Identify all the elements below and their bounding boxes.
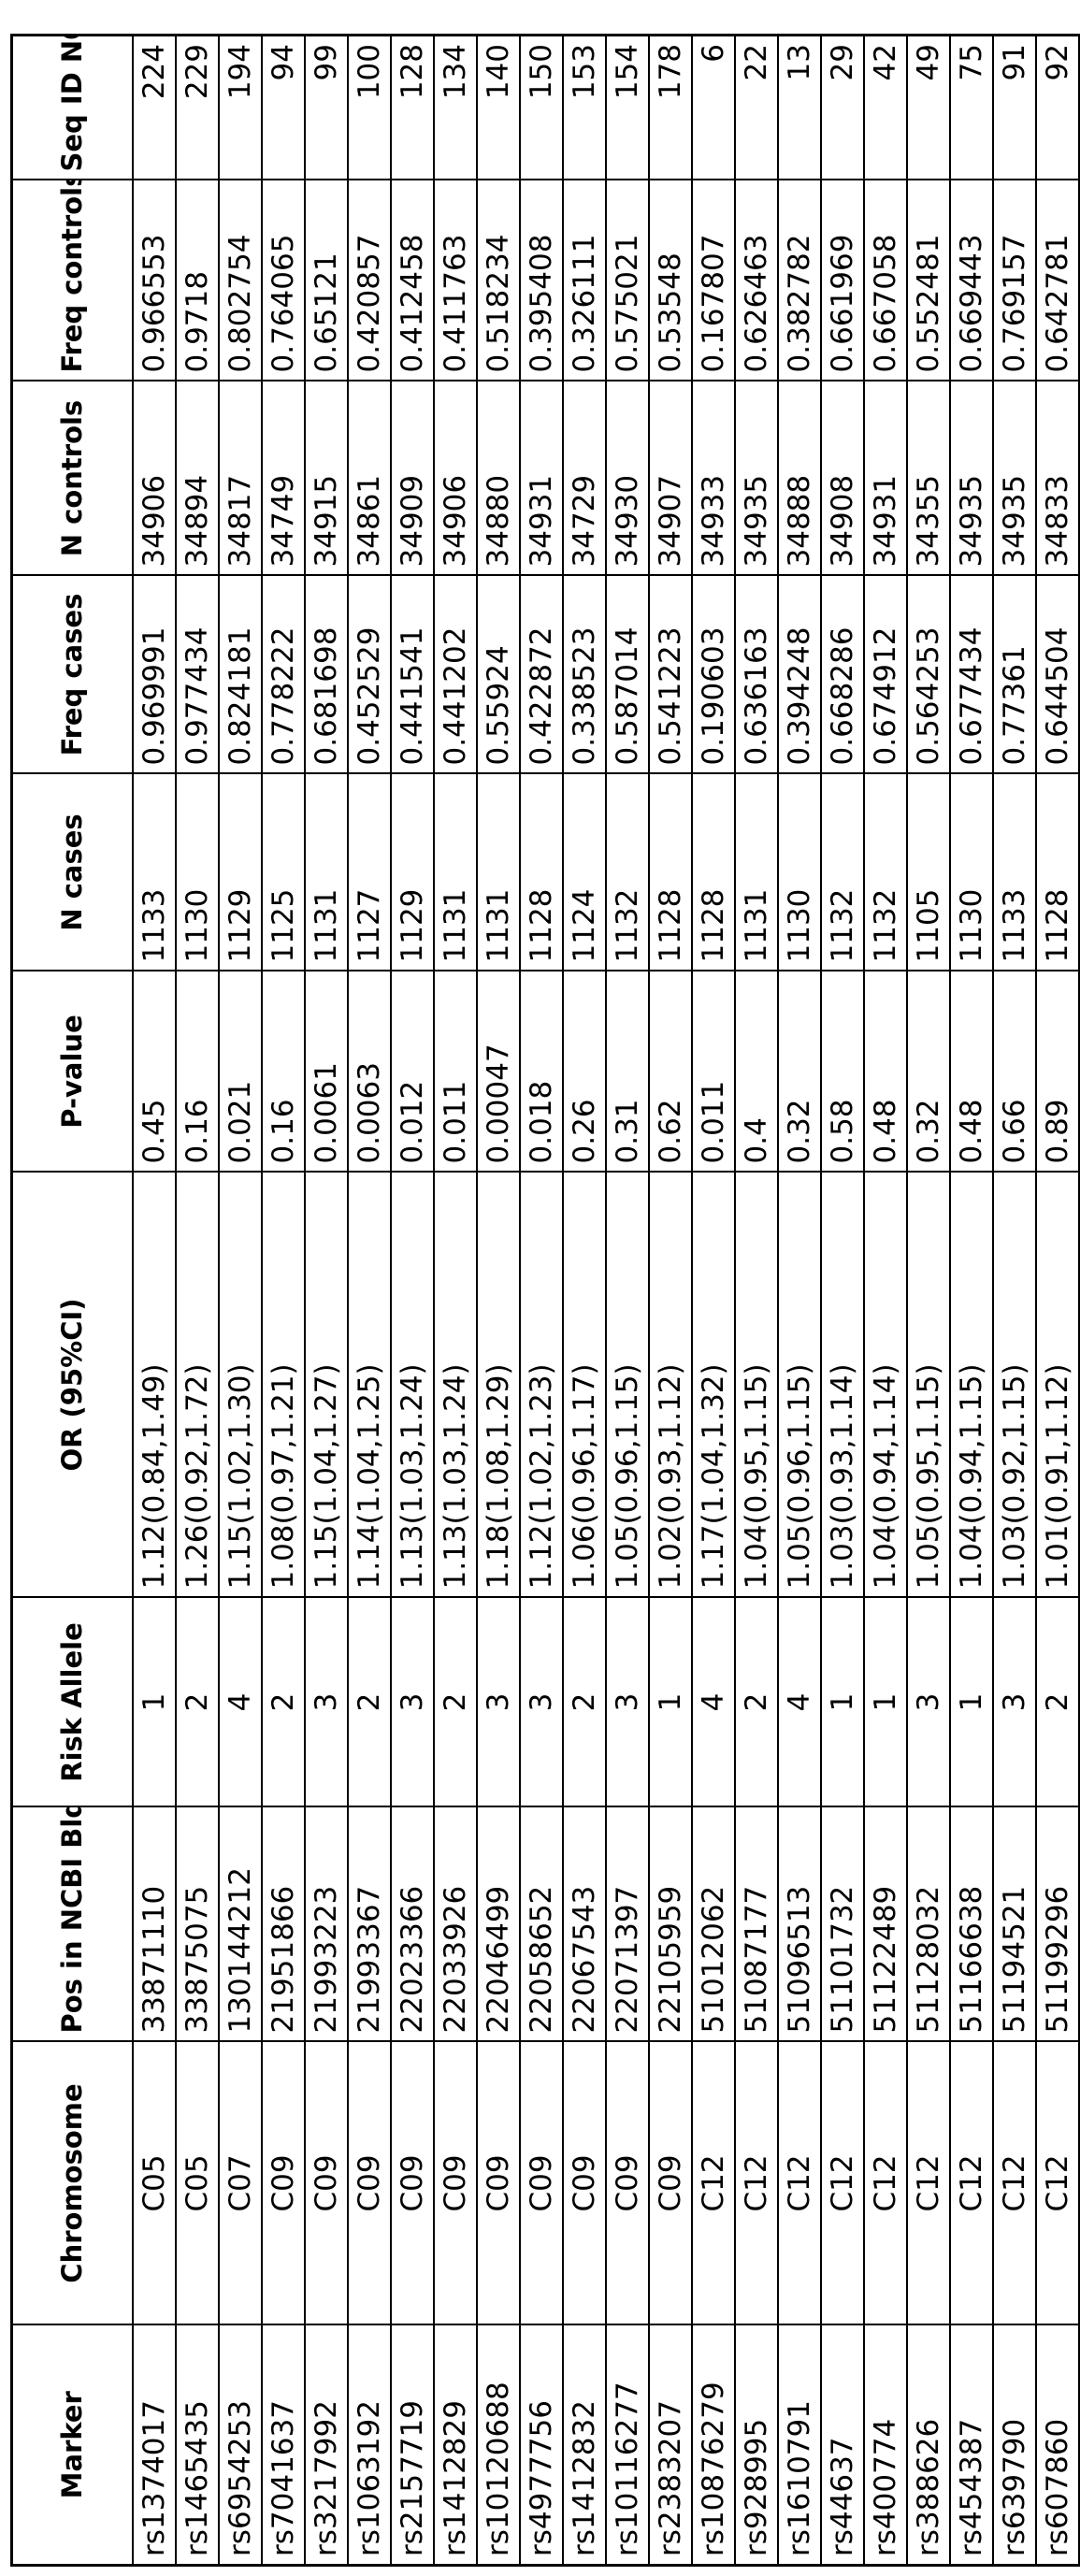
cell-seq-id: 194 bbox=[219, 36, 262, 180]
cell-n-controls: 34931 bbox=[864, 381, 907, 576]
cell-chromosome: C12 bbox=[1036, 2042, 1080, 2325]
cell-marker: rs3217992 bbox=[305, 2325, 348, 2566]
cell-marker: rs454387 bbox=[950, 2325, 993, 2566]
cell-chromosome: C12 bbox=[907, 2042, 950, 2325]
cell-n-cases: 1130 bbox=[778, 774, 821, 971]
table-row bbox=[133, 36, 176, 2566]
cell-seq-id: 178 bbox=[649, 36, 692, 180]
cell-freq-controls: 0.661969 bbox=[821, 180, 864, 381]
cell-position: 51122489 bbox=[864, 1807, 907, 2042]
cell-freq-cases: 0.190603 bbox=[692, 576, 735, 774]
cell-freq-cases: 0.636163 bbox=[735, 576, 778, 774]
cell-odds-ratio: 1.26(0.92,1.72) bbox=[176, 1173, 219, 1598]
cell-chromosome: C12 bbox=[864, 2042, 907, 2325]
cell-position: 22033926 bbox=[434, 1807, 477, 2042]
cell-chromosome: C07 bbox=[219, 2042, 262, 2325]
cell-freq-cases: 0.441541 bbox=[391, 576, 434, 774]
rotated-table-wrapper bbox=[10, 36, 1071, 2567]
cell-freq-cases: 0.422872 bbox=[520, 576, 563, 774]
cell-seq-id: 92 bbox=[1036, 36, 1080, 180]
cell-risk-allele: 1 bbox=[649, 1598, 692, 1807]
cell-p-value: 0.32 bbox=[907, 971, 950, 1173]
column-header-freq-controls: Freq controls bbox=[12, 180, 134, 381]
table-row bbox=[563, 36, 606, 2566]
cell-n-controls: 34930 bbox=[606, 381, 649, 576]
cell-p-value: 0.58 bbox=[821, 971, 864, 1173]
cell-n-controls: 34935 bbox=[950, 381, 993, 576]
cell-odds-ratio: 1.05(0.95,1.15) bbox=[907, 1173, 950, 1598]
cell-p-value: 0.0061 bbox=[305, 971, 348, 1173]
cell-n-cases: 1129 bbox=[219, 774, 262, 971]
cell-risk-allele: 4 bbox=[778, 1598, 821, 1807]
cell-n-controls: 34907 bbox=[649, 381, 692, 576]
cell-n-controls: 34888 bbox=[778, 381, 821, 576]
cell-seq-id: 229 bbox=[176, 36, 219, 180]
cell-chromosome: C12 bbox=[993, 2042, 1036, 2325]
cell-odds-ratio: 1.05(0.96,1.15) bbox=[606, 1173, 649, 1598]
cell-odds-ratio: 1.03(0.93,1.14) bbox=[821, 1173, 864, 1598]
cell-chromosome: C09 bbox=[262, 2042, 305, 2325]
cell-risk-allele: 3 bbox=[993, 1598, 1036, 1807]
cell-freq-cases: 0.394248 bbox=[778, 576, 821, 774]
cell-freq-controls: 0.669443 bbox=[950, 180, 993, 381]
cell-position: 130144212 bbox=[219, 1807, 262, 2042]
cell-seq-id: 100 bbox=[348, 36, 391, 180]
table-row bbox=[434, 36, 477, 2566]
cell-marker: rs1610791 bbox=[778, 2325, 821, 2566]
cell-freq-controls: 0.667058 bbox=[864, 180, 907, 381]
cell-position: 51101732 bbox=[821, 1807, 864, 2042]
cell-marker: rs10120688 bbox=[477, 2325, 520, 2566]
cell-p-value: 0.62 bbox=[649, 971, 692, 1173]
table-row bbox=[1036, 36, 1080, 2566]
cell-position: 22067543 bbox=[563, 1807, 606, 2042]
cell-n-cases: 1132 bbox=[821, 774, 864, 971]
cell-freq-cases: 0.674912 bbox=[864, 576, 907, 774]
cell-freq-controls: 0.552481 bbox=[907, 180, 950, 381]
column-header-odds-ratio: OR (95%CI) bbox=[12, 1173, 134, 1598]
cell-marker: rs4977756 bbox=[520, 2325, 563, 2566]
table-row bbox=[305, 36, 348, 2566]
cell-freq-controls: 0.167807 bbox=[692, 180, 735, 381]
cell-freq-cases: 0.55924 bbox=[477, 576, 520, 774]
cell-odds-ratio: 1.13(1.03,1.24) bbox=[434, 1173, 477, 1598]
cell-marker: rs10116277 bbox=[606, 2325, 649, 2566]
cell-risk-allele: 1 bbox=[821, 1598, 864, 1807]
cell-risk-allele: 2 bbox=[563, 1598, 606, 1807]
cell-freq-cases: 0.587014 bbox=[606, 576, 649, 774]
cell-freq-controls: 0.53548 bbox=[649, 180, 692, 381]
cell-position: 51128032 bbox=[907, 1807, 950, 2042]
cell-marker: rs2157719 bbox=[391, 2325, 434, 2566]
cell-marker: rs7041637 bbox=[262, 2325, 305, 2566]
cell-n-cases: 1133 bbox=[993, 774, 1036, 971]
cell-p-value: 0.16 bbox=[176, 971, 219, 1173]
cell-risk-allele: 2 bbox=[176, 1598, 219, 1807]
cell-freq-controls: 0.575021 bbox=[606, 180, 649, 381]
cell-odds-ratio: 1.03(0.92,1.15) bbox=[993, 1173, 1036, 1598]
cell-chromosome: C12 bbox=[692, 2042, 735, 2325]
cell-freq-cases: 0.677434 bbox=[950, 576, 993, 774]
cell-chromosome: C05 bbox=[176, 2042, 219, 2325]
cell-freq-cases: 0.778222 bbox=[262, 576, 305, 774]
cell-freq-cases: 0.441202 bbox=[434, 576, 477, 774]
cell-risk-allele: 4 bbox=[692, 1598, 735, 1807]
cell-n-controls: 34817 bbox=[219, 381, 262, 576]
cell-marker: rs10876279 bbox=[692, 2325, 735, 2566]
cell-freq-cases: 0.977434 bbox=[176, 576, 219, 774]
cell-odds-ratio: 1.18(1.08,1.29) bbox=[477, 1173, 520, 1598]
cell-freq-controls: 0.326111 bbox=[563, 180, 606, 381]
cell-n-cases: 1131 bbox=[477, 774, 520, 971]
cell-p-value: 0.00047 bbox=[477, 971, 520, 1173]
cell-n-cases: 1132 bbox=[864, 774, 907, 971]
cell-p-value: 0.0063 bbox=[348, 971, 391, 1173]
cell-marker: rs400774 bbox=[864, 2325, 907, 2566]
cell-marker: rs639790 bbox=[993, 2325, 1036, 2566]
cell-chromosome: C12 bbox=[778, 2042, 821, 2325]
column-header-risk-allele: Risk Allele bbox=[12, 1598, 134, 1807]
cell-chromosome: C09 bbox=[348, 2042, 391, 2325]
cell-chromosome: C09 bbox=[477, 2042, 520, 2325]
cell-position: 22071397 bbox=[606, 1807, 649, 2042]
cell-odds-ratio: 1.12(0.84,1.49) bbox=[133, 1173, 176, 1598]
column-header-p-value: P-value bbox=[12, 971, 134, 1173]
header-row bbox=[12, 36, 134, 2566]
cell-odds-ratio: 1.14(1.04,1.25) bbox=[348, 1173, 391, 1598]
cell-freq-controls: 0.769157 bbox=[993, 180, 1036, 381]
cell-seq-id: 91 bbox=[993, 36, 1036, 180]
cell-freq-cases: 0.644504 bbox=[1036, 576, 1080, 774]
cell-n-cases: 1128 bbox=[692, 774, 735, 971]
cell-p-value: 0.45 bbox=[133, 971, 176, 1173]
cell-marker: rs607860 bbox=[1036, 2325, 1080, 2566]
cell-risk-allele: 3 bbox=[520, 1598, 563, 1807]
cell-marker: rs2383207 bbox=[649, 2325, 692, 2566]
cell-freq-cases: 0.668286 bbox=[821, 576, 864, 774]
cell-n-cases: 1124 bbox=[563, 774, 606, 971]
cell-n-controls: 34935 bbox=[993, 381, 1036, 576]
cell-seq-id: 153 bbox=[563, 36, 606, 180]
cell-n-cases: 1128 bbox=[1036, 774, 1080, 971]
cell-marker: rs44637 bbox=[821, 2325, 864, 2566]
cell-p-value: 0.012 bbox=[391, 971, 434, 1173]
cell-n-controls: 34915 bbox=[305, 381, 348, 576]
cell-freq-controls: 0.420857 bbox=[348, 180, 391, 381]
cell-chromosome: C09 bbox=[520, 2042, 563, 2325]
cell-p-value: 0.16 bbox=[262, 971, 305, 1173]
cell-seq-id: 224 bbox=[133, 36, 176, 180]
cell-chromosome: C12 bbox=[735, 2042, 778, 2325]
table-row bbox=[649, 36, 692, 2566]
cell-freq-controls: 0.9718 bbox=[176, 180, 219, 381]
cell-n-controls: 34935 bbox=[735, 381, 778, 576]
cell-odds-ratio: 1.08(0.97,1.21) bbox=[262, 1173, 305, 1598]
cell-n-controls: 34906 bbox=[434, 381, 477, 576]
cell-freq-cases: 0.681698 bbox=[305, 576, 348, 774]
cell-odds-ratio: 1.04(0.95,1.15) bbox=[735, 1173, 778, 1598]
cell-n-controls: 34906 bbox=[133, 381, 176, 576]
cell-risk-allele: 4 bbox=[219, 1598, 262, 1807]
cell-n-cases: 1131 bbox=[735, 774, 778, 971]
cell-risk-allele: 3 bbox=[606, 1598, 649, 1807]
cell-odds-ratio: 1.06(0.96,1.17) bbox=[563, 1173, 606, 1598]
cell-chromosome: C12 bbox=[821, 2042, 864, 2325]
cell-risk-allele: 3 bbox=[477, 1598, 520, 1807]
cell-odds-ratio: 1.05(0.96,1.15) bbox=[778, 1173, 821, 1598]
cell-seq-id: 42 bbox=[864, 36, 907, 180]
cell-freq-cases: 0.969991 bbox=[133, 576, 176, 774]
cell-position: 51194521 bbox=[993, 1807, 1036, 2042]
cell-position: 21951866 bbox=[262, 1807, 305, 2042]
cell-risk-allele: 2 bbox=[1036, 1598, 1080, 1807]
cell-odds-ratio: 1.17(1.04,1.32) bbox=[692, 1173, 735, 1598]
cell-freq-controls: 0.626463 bbox=[735, 180, 778, 381]
cell-seq-id: 134 bbox=[434, 36, 477, 180]
cell-n-cases: 1132 bbox=[606, 774, 649, 971]
cell-chromosome: C09 bbox=[434, 2042, 477, 2325]
cell-freq-cases: 0.824181 bbox=[219, 576, 262, 774]
table-row bbox=[262, 36, 305, 2566]
cell-risk-allele: 3 bbox=[907, 1598, 950, 1807]
cell-n-controls: 34729 bbox=[563, 381, 606, 576]
cell-position: 21993367 bbox=[348, 1807, 391, 2042]
cell-odds-ratio: 1.04(0.94,1.14) bbox=[864, 1173, 907, 1598]
cell-freq-controls: 0.411763 bbox=[434, 180, 477, 381]
cell-p-value: 0.011 bbox=[434, 971, 477, 1173]
cell-position: 22058652 bbox=[520, 1807, 563, 2042]
cell-marker: rs1374017 bbox=[133, 2325, 176, 2566]
cell-seq-id: 49 bbox=[907, 36, 950, 180]
cell-p-value: 0.4 bbox=[735, 971, 778, 1173]
cell-risk-allele: 1 bbox=[950, 1598, 993, 1807]
cell-odds-ratio: 1.15(1.02,1.30) bbox=[219, 1173, 262, 1598]
cell-n-controls: 34749 bbox=[262, 381, 305, 576]
cell-seq-id: 75 bbox=[950, 36, 993, 180]
table-row bbox=[735, 36, 778, 2566]
table-row bbox=[692, 36, 735, 2566]
cell-freq-controls: 0.382782 bbox=[778, 180, 821, 381]
cell-n-controls: 34880 bbox=[477, 381, 520, 576]
cell-risk-allele: 3 bbox=[391, 1598, 434, 1807]
cell-seq-id: 94 bbox=[262, 36, 305, 180]
cell-risk-allele: 1 bbox=[133, 1598, 176, 1807]
cell-n-controls: 34833 bbox=[1036, 381, 1080, 576]
cell-seq-id: 154 bbox=[606, 36, 649, 180]
cell-position: 33875075 bbox=[176, 1807, 219, 2042]
cell-marker: rs1412832 bbox=[563, 2325, 606, 2566]
cell-seq-id: 22 bbox=[735, 36, 778, 180]
cell-risk-allele: 2 bbox=[262, 1598, 305, 1807]
column-header-seq-id: Seq ID NO: bbox=[12, 36, 134, 180]
cell-seq-id: 140 bbox=[477, 36, 520, 180]
cell-chromosome: C09 bbox=[563, 2042, 606, 2325]
cell-n-cases: 1131 bbox=[305, 774, 348, 971]
cell-seq-id: 99 bbox=[305, 36, 348, 180]
cell-position: 22046499 bbox=[477, 1807, 520, 2042]
cell-position: 22023366 bbox=[391, 1807, 434, 2042]
cell-odds-ratio: 1.01(0.91,1.12) bbox=[1036, 1173, 1080, 1598]
cell-position: 33871110 bbox=[133, 1807, 176, 2042]
cell-seq-id: 29 bbox=[821, 36, 864, 180]
cell-p-value: 0.021 bbox=[219, 971, 262, 1173]
cell-n-cases: 1105 bbox=[907, 774, 950, 971]
cell-marker: rs6954253 bbox=[219, 2325, 262, 2566]
cell-position: 22105959 bbox=[649, 1807, 692, 2042]
cell-chromosome: C12 bbox=[950, 2042, 993, 2325]
cell-chromosome: C09 bbox=[606, 2042, 649, 2325]
table-row bbox=[176, 36, 219, 2566]
cell-risk-allele: 2 bbox=[434, 1598, 477, 1807]
table-row bbox=[993, 36, 1036, 2566]
cell-freq-controls: 0.966553 bbox=[133, 180, 176, 381]
cell-seq-id: 128 bbox=[391, 36, 434, 180]
cell-n-controls: 34894 bbox=[176, 381, 219, 576]
table-row bbox=[348, 36, 391, 2566]
table-row bbox=[520, 36, 563, 2566]
cell-n-controls: 34909 bbox=[391, 381, 434, 576]
table-row bbox=[778, 36, 821, 2566]
cell-odds-ratio: 1.12(1.02,1.23) bbox=[520, 1173, 563, 1598]
cell-n-cases: 1131 bbox=[434, 774, 477, 971]
cell-n-cases: 1127 bbox=[348, 774, 391, 971]
cell-n-cases: 1130 bbox=[950, 774, 993, 971]
cell-risk-allele: 2 bbox=[348, 1598, 391, 1807]
cell-n-cases: 1129 bbox=[391, 774, 434, 971]
table-row bbox=[219, 36, 262, 2566]
cell-freq-controls: 0.65121 bbox=[305, 180, 348, 381]
cell-p-value: 0.26 bbox=[563, 971, 606, 1173]
cell-p-value: 0.32 bbox=[778, 971, 821, 1173]
cell-position: 51012062 bbox=[692, 1807, 735, 2042]
cell-seq-id: 13 bbox=[778, 36, 821, 180]
cell-n-cases: 1133 bbox=[133, 774, 176, 971]
cell-marker: rs1465435 bbox=[176, 2325, 219, 2566]
cell-marker: rs928995 bbox=[735, 2325, 778, 2566]
cell-freq-controls: 0.642781 bbox=[1036, 180, 1080, 381]
cell-freq-controls: 0.764065 bbox=[262, 180, 305, 381]
table-row bbox=[606, 36, 649, 2566]
cell-n-controls: 34908 bbox=[821, 381, 864, 576]
cell-freq-cases: 0.564253 bbox=[907, 576, 950, 774]
cell-chromosome: C05 bbox=[133, 2042, 176, 2325]
cell-p-value: 0.48 bbox=[864, 971, 907, 1173]
table-row bbox=[391, 36, 434, 2566]
cell-marker: rs1412829 bbox=[434, 2325, 477, 2566]
cell-n-cases: 1128 bbox=[520, 774, 563, 971]
cell-position: 51199296 bbox=[1036, 1807, 1080, 2042]
table-row bbox=[821, 36, 864, 2566]
cell-p-value: 0.48 bbox=[950, 971, 993, 1173]
cell-freq-cases: 0.452529 bbox=[348, 576, 391, 774]
cell-position: 51166638 bbox=[950, 1807, 993, 2042]
cell-n-controls: 34861 bbox=[348, 381, 391, 576]
cell-seq-id: 150 bbox=[520, 36, 563, 180]
cell-odds-ratio: 1.15(1.04,1.27) bbox=[305, 1173, 348, 1598]
cell-p-value: 0.89 bbox=[1036, 971, 1080, 1173]
cell-risk-allele: 2 bbox=[735, 1598, 778, 1807]
cell-freq-cases: 0.541223 bbox=[649, 576, 692, 774]
column-header-freq-cases: Freq cases bbox=[12, 576, 134, 774]
cell-n-cases: 1130 bbox=[176, 774, 219, 971]
cell-p-value: 0.31 bbox=[606, 971, 649, 1173]
cell-p-value: 0.66 bbox=[993, 971, 1036, 1173]
column-header-position: Pos in NCBI Bld 36 bbox=[12, 1807, 134, 2042]
table-row bbox=[864, 36, 907, 2566]
cell-risk-allele: 1 bbox=[864, 1598, 907, 1807]
table-row bbox=[907, 36, 950, 2566]
cell-risk-allele: 3 bbox=[305, 1598, 348, 1807]
column-header-marker: Marker bbox=[12, 2325, 134, 2566]
cell-chromosome: C09 bbox=[649, 2042, 692, 2325]
cell-chromosome: C09 bbox=[391, 2042, 434, 2325]
cell-n-controls: 34355 bbox=[907, 381, 950, 576]
cell-odds-ratio: 1.04(0.94,1.15) bbox=[950, 1173, 993, 1598]
table-row bbox=[477, 36, 520, 2566]
cell-chromosome: C09 bbox=[305, 2042, 348, 2325]
cell-p-value: 0.018 bbox=[520, 971, 563, 1173]
column-header-chromosome: Chromosome bbox=[12, 2042, 134, 2325]
cell-marker: rs1063192 bbox=[348, 2325, 391, 2566]
column-header-n-controls: N controls bbox=[12, 381, 134, 576]
cell-n-cases: 1128 bbox=[649, 774, 692, 971]
cell-freq-controls: 0.518234 bbox=[477, 180, 520, 381]
cell-p-value: 0.011 bbox=[692, 971, 735, 1173]
cell-n-controls: 34933 bbox=[692, 381, 735, 576]
cell-n-controls: 34931 bbox=[520, 381, 563, 576]
cell-freq-cases: 0.77361 bbox=[993, 576, 1036, 774]
cell-freq-cases: 0.338523 bbox=[563, 576, 606, 774]
column-header-n-cases: N cases bbox=[12, 774, 134, 971]
table-row bbox=[950, 36, 993, 2566]
cell-freq-controls: 0.802754 bbox=[219, 180, 262, 381]
cell-position: 51087177 bbox=[735, 1807, 778, 2042]
cell-position: 21993223 bbox=[305, 1807, 348, 2042]
rotated-table-frame bbox=[10, 36, 1071, 2567]
cell-odds-ratio: 1.13(1.03,1.24) bbox=[391, 1173, 434, 1598]
cell-seq-id: 6 bbox=[692, 36, 735, 180]
cell-freq-controls: 0.412458 bbox=[391, 180, 434, 381]
cell-n-cases: 1125 bbox=[262, 774, 305, 971]
cell-position: 51096513 bbox=[778, 1807, 821, 2042]
snp-association-table bbox=[10, 34, 1080, 2567]
cell-marker: rs388626 bbox=[907, 2325, 950, 2566]
cell-freq-controls: 0.395408 bbox=[520, 180, 563, 381]
cell-odds-ratio: 1.02(0.93,1.12) bbox=[649, 1173, 692, 1598]
